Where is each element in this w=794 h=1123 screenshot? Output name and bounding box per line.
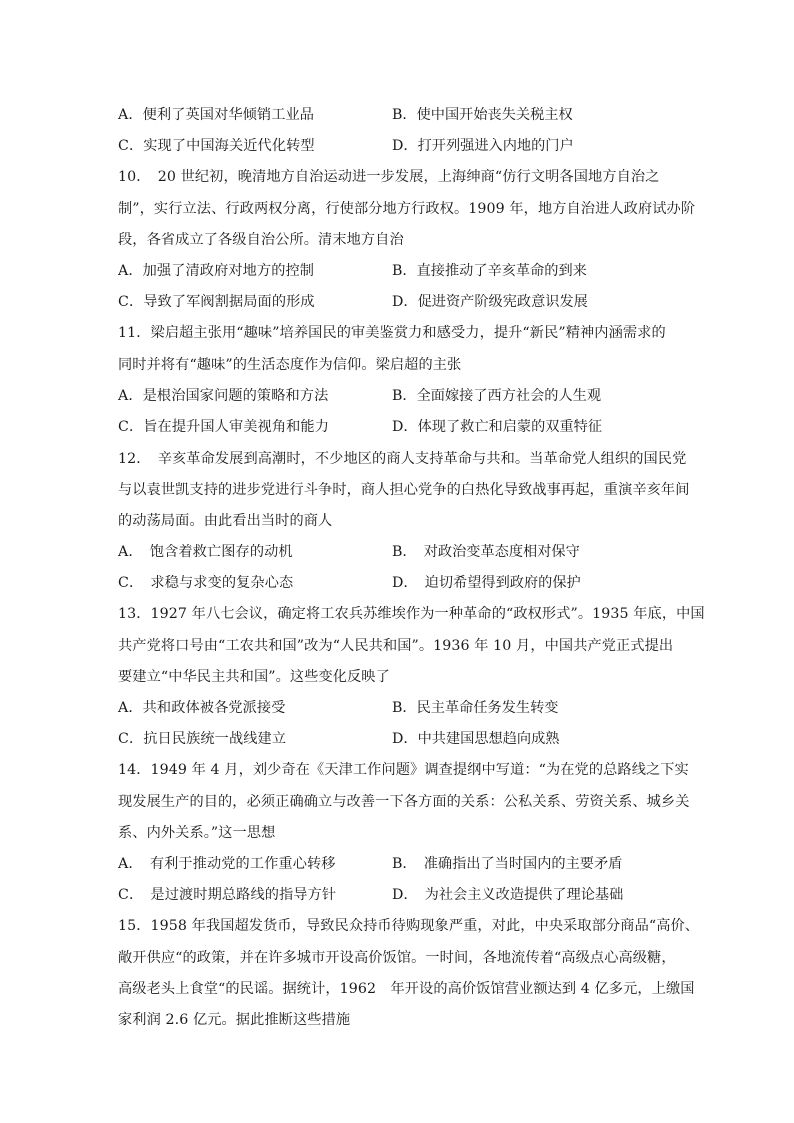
q14-option-b: B． 准确指出了当时国内的主要矛盾 [392, 856, 623, 872]
q10-stem-line2: 制”，实行立法、行政两权分离，行使部分地方行政权。1909 年，地方自治进人政府试办阶 [118, 201, 696, 217]
q10-option-b: B．直接推动了辛亥革命的到来 [392, 263, 587, 279]
q9-option-c: C．实现了中国海关近代化转型 [118, 138, 315, 154]
q11-stem-line2: 同时并将有“趣味”的生活态度作为信仰。梁启超的主张 [118, 357, 462, 373]
q11-option-a: A．是根治国家问题的策略和方法 [118, 388, 329, 404]
q14-option-c: C． 是过渡时期总路线的指导方针 [118, 887, 337, 903]
q10-option-c: C．导致了军阀割据局面的形成 [118, 294, 315, 310]
q11-option-d: D．体现了救亡和启蒙的双重特征 [392, 419, 603, 435]
q12-option-a: A． 饱含着救亡图存的动机 [118, 544, 293, 560]
q10-stem-line3: 段，各省成立了各级自治公所。清末地方自治 [118, 232, 404, 248]
q11-option-c: C．旨在提升国人审美视角和能力 [118, 419, 329, 435]
q14-stem-line2: 现发展生产的目的，必须正确确立与改善一下各方面的关系：公私关系、劳资关系、城乡关 [118, 794, 690, 810]
q15-stem-line1: 15．1958 年我国超发货币，导致民众持币待购现象严重，对此，中央采取部分商品“高价、 [118, 918, 700, 934]
q14-option-d: D． 为社会主义改造提供了理论基础 [392, 887, 624, 903]
q13-option-c: C．抗日民族统一战线建立 [118, 731, 287, 747]
q12-stem-line3: 的动荡局面。由此看出当时的商人 [118, 513, 333, 529]
q13-stem-line2: 共产党将口号由“工农共和国”改为“人民共和国”。1936 年 10 月，中国共产党正式提出 [118, 638, 674, 654]
q15-stem-line2: 敞开供应“的政策，并在许多城市开设高价饭馆。一时间，各地流传着“高级点心高级糖， [118, 950, 676, 966]
q13-option-d: D．中共建国思想趋向成熟 [392, 731, 560, 747]
q13-stem-line3: 要建立“中华民主共和国”。这些变化反映了 [118, 669, 390, 685]
q12-option-b: B． 对政治变革态度相对保守 [392, 544, 580, 560]
q15-stem-line4: 家利润 2.6 亿元。据此推断这些措施 [118, 1012, 351, 1028]
q10-stem-line1: 10． 20 世纪初，晚清地方自治运动进一步发展，上海绅商“仿行文明各国地方自治之 [118, 169, 660, 185]
q12-option-c: C． 求稳与求变的复杂心态 [118, 575, 294, 591]
q11-option-b: B．全面嫁接了西方社会的人生观 [392, 388, 602, 404]
q10-option-d: D．促进资产阶级宪政意识发展 [392, 294, 588, 310]
q12-stem-line1: 12． 辛亥革命发展到高潮时，不少地区的商人支持革命与共和。当革命党人组织的国民党 [118, 451, 687, 467]
q13-stem-line1: 13．1927 年八七会议，确定将工农兵苏维埃作为一种革命的“政权形式”。1935 年底，中国 [118, 606, 705, 622]
q9-option-b: B．使中国开始丧失关税主权 [392, 107, 573, 123]
q15-stem-line3: 高级老头上食堂“的民谣。据统计，1962 年开设的高价饭馆营业额达到 4 亿多元，上缴国 [118, 981, 695, 997]
q14-stem-line1: 14．1949 年 4 月，刘少奇在《天津工作问题》调查提纲中写道：“为在党的总路线之下实 [118, 762, 689, 778]
q13-option-a: A．共和政体被各党派接受 [118, 700, 286, 716]
q9-option-d: D．打开列强进入内地的门户 [392, 138, 574, 154]
q10-option-a: A．加强了清政府对地方的控制 [118, 263, 315, 279]
q9-option-a: A．便利了英国对华倾销工业品 [118, 107, 315, 123]
q14-stem-line3: 系、内外关系。”这一思想 [118, 825, 276, 841]
q12-stem-line2: 与以袁世凯支持的进步党进行斗争时，商人担心党争的白热化导致战事再起，重演辛亥年间 [118, 482, 690, 498]
q11-stem-line1: 11．梁启超主张用“趣味”培养国民的审美鉴赏力和感受力，提升“新民”精神内涵需求的 [118, 325, 666, 341]
q12-option-d: D． 迫切希望得到政府的保护 [392, 575, 581, 591]
q13-option-b: B．民主革命任务发生转变 [392, 700, 559, 716]
q14-option-a: A． 有利于推动党的工作重心转移 [118, 856, 336, 872]
